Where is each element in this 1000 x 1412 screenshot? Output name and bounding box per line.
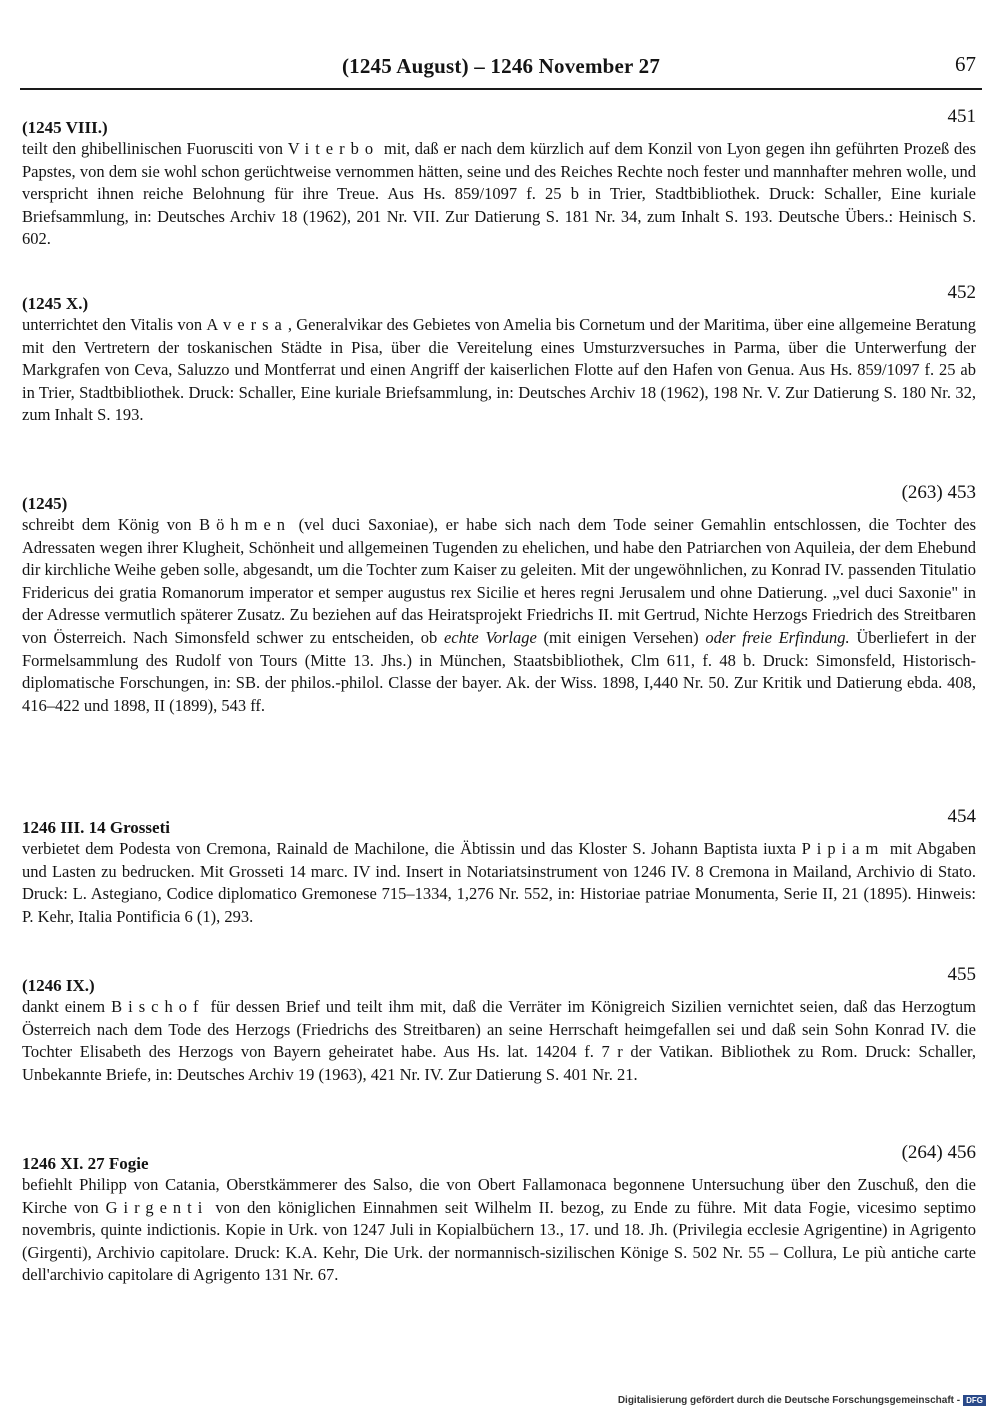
page-header [20,50,982,90]
header-rule [20,88,982,90]
entry-number: (263) 453 [901,482,976,503]
regest-entry-451 [22,108,976,251]
entry-text: teilt den ghibellinischen Fuorusciti von Viterbo mit, daß er nach dem kürzlich auf dem Konzil von Lyon gegen ihn geführten Prozeß des Papstes, von dem sie wohl schon gerüchtweise vernommen hätten, seine und des Reiches Rechte noch fester und mannhafter mehren wolle, und verspricht ihnen reiche Belohnung für ihre Treue. Aus Hs. 859/1097 f. 25 b in Trier, Stadtbibliothek. Druck: Schaller, Eine kuriale Briefsammlung, in: Deutsches Archiv 18 (1962), 201 Nr. VII. Zur Datierung S. 181 Nr. 34, zum Inhalt S. 193. Deutsche Übers.: Heinisch S. 602. [22,139,977,249]
entry-text: befiehlt Philipp von Catania, Oberstkämmerer des Salso, die von Obert Fallamonaca begonnene Untersuchung über den Zuschuß, den die Kirche von Girgenti von den königlichen Einnahmen seit Wilhelm II. bezog, zu Ende zu führe. Mit data Fogie, vicesimo septimo novembris, quinte indictionis. Kopie in Urk. von 1247 Juli in Kopialbüchern 13., 17. und 18. Jh. (Privilegia ecclesie Agrigentine) in Agrigento (Girgenti), Archivio capitolare. Druck: K.A. Kehr, Die Urk. der normannisch-sizilischen Könige S. 502 Nr. 55 – Collura, Le più antiche carte dell'archivio capitolare di Agrigento 131 Nr. 67. [22,1175,976,1285]
spaced-name: Böhmen [199,515,292,534]
entry-number: 454 [947,806,976,827]
spaced-name: Viterbo [287,139,380,158]
entry-text: dankt einem Bischof für dessen Brief und teilt ihm mit, daß die Verräter im Königreich Sizilien vernichtet seien, daß das Herzogtum Österreich nach dem Tode des Herzogs (Friedrichs des Streitbaren) an seine Herrschaft heimgefallen sei und daß sein Sohn Konrad IV. die Tochter Elisabeth des Herzogs von Bayern geheiratet habe. Aus Hs. lat. 14204 f. 7 r der Vatikan. Bibliothek zu Rom. Druck: Schaller, Unbekannte Briefe, in: Deutsches Archiv 19 (1963), 421 Nr. IV. Zur Datierung S. 401 Nr. 21. [22,997,976,1084]
running-title: (1245 August) – 1246 November 27 [341,54,661,78]
entry-date: (1245) [22,494,68,513]
entry-number: 451 [947,106,976,127]
entry-number: 452 [947,282,976,303]
spaced-name: Bischof [111,997,205,1016]
entry-date: (1245 VIII.) [22,118,108,137]
entry-text: unterrichtet den Vitalis von Aversa, Generalvikar des Gebietes von Amelia bis Cornetum und der Maritima, über eine allgemeine Beratung mit den Vertretern der toskanischen Städte in Pisa, über die Vereitelung eines Umsturzversuches in Parma, über die Unterwerfung der Markgrafen von Ceva, Saluzzo und Montferrat und einen Angriff der kaiserlichen Flotte auf den Hafen von Genua. Aus Hs. 859/1097 f. 25 ab in Trier, Stadtbibliothek. Druck: Schaller, Eine kuriale Briefsammlung, in: Deutsches Archiv 18 (1962), 198 Nr. V. Zur Datierung S. 180 Nr. 32, zum Inhalt S. 193. [22,315,976,425]
entry-number: (264) 456 [901,1142,976,1163]
spaced-name: Girgenti [105,1197,209,1217]
page-number: 67 [955,52,976,76]
entry-number: 455 [947,964,976,985]
footer-text: Digitalisierung gefördert durch die Deutsche Forschungsgemeinschaft - [617,1395,961,1406]
entry-date: 1246 XI. 27 Fogie [22,1154,149,1173]
entry-date: 1246 III. 14 Grosseti [22,818,170,837]
digitization-footer [618,1395,986,1406]
regest-entry-455 [22,966,976,1086]
dfg-logo: DFG [963,1395,986,1406]
regest-entry-452 [22,284,976,427]
entry-text: schreibt dem König von Böhmen (vel duci Saxoniae), er habe sich nach dem Tode seiner Gemahlin entschlossen, die Tochter des Adressaten wegen ihrer Klugheit, Schönheit und allgemeinen Tugenden zu ehelichen, und habe den Patriarchen von Aquileia, der dem Ehebund dir kirchliche Weihe geben solle, abgesandt, um die Tochter zum Kaiser zu geleiten. Mit der ungewöhnlichen, zu Konrad IV. passenden Titulatio Fridericus dei gratia Romanorum imperator et semper augustus rex Sicilie et heres regni Jerusalem und ohne Datierung. „vel duci Saxonie" in der Adresse vermutlich späterer Zusatz. Zu beziehen auf das Heiratsprojekt Friedrichs II. mit Gertrud, Nichte Herzogs Friedrich des Streitbaren von Österreich. Nach Simonsfeld schwer zu entscheiden, ob echte Vorlage (mit einigen Versehen) oder freie Erfindung. Überliefert in der Formelsammlung des Rudolf von Tours (Mitte 13. Jhs.) in München, Staatsbibliothek, Clm 611, f. 48 b. Druck: Simonsfeld, Historisch-diplomatische Forschungen, in: SB. der philos.-philol. Classe der bayer. Ak. der Wiss. 1898, I,440 Nr. 50. Zur Kritik und Datierung ebda. 408, 416–422 und 1898, II (1899), 543 ff. [22,515,977,715]
regest-entry-453 [22,484,976,717]
regest-entry-454 [22,808,976,928]
regest-entry-456 [22,1144,976,1287]
spaced-name: Pipiam [801,839,885,858]
entry-date: (1245 X.) [22,294,89,313]
entry-date: (1246 IX.) [22,976,95,995]
spaced-name: Aversa [206,315,288,334]
entry-text: verbietet dem Podesta von Cremona, Rainald de Machilone, die Äbtissin und das Kloster S. Johann Baptista iuxta Pipiam mit Abgaben und Lasten zu bedrucken. Mit Grosseti 14 marc. IV ind. Insert in Notariatsinstrument von 1246 IV. 8 Cremona in Mailand, Archivio di Stato. Druck: L. Astegiano, Codice diplomatico Gremonese 715–1334, 1,276 Nr. 552, in: Historiae patriae Monumenta, Serie II, 21 (1895). Hinweis: P. Kehr, Italia Pontificia 6 (1), 293. [22,839,976,926]
